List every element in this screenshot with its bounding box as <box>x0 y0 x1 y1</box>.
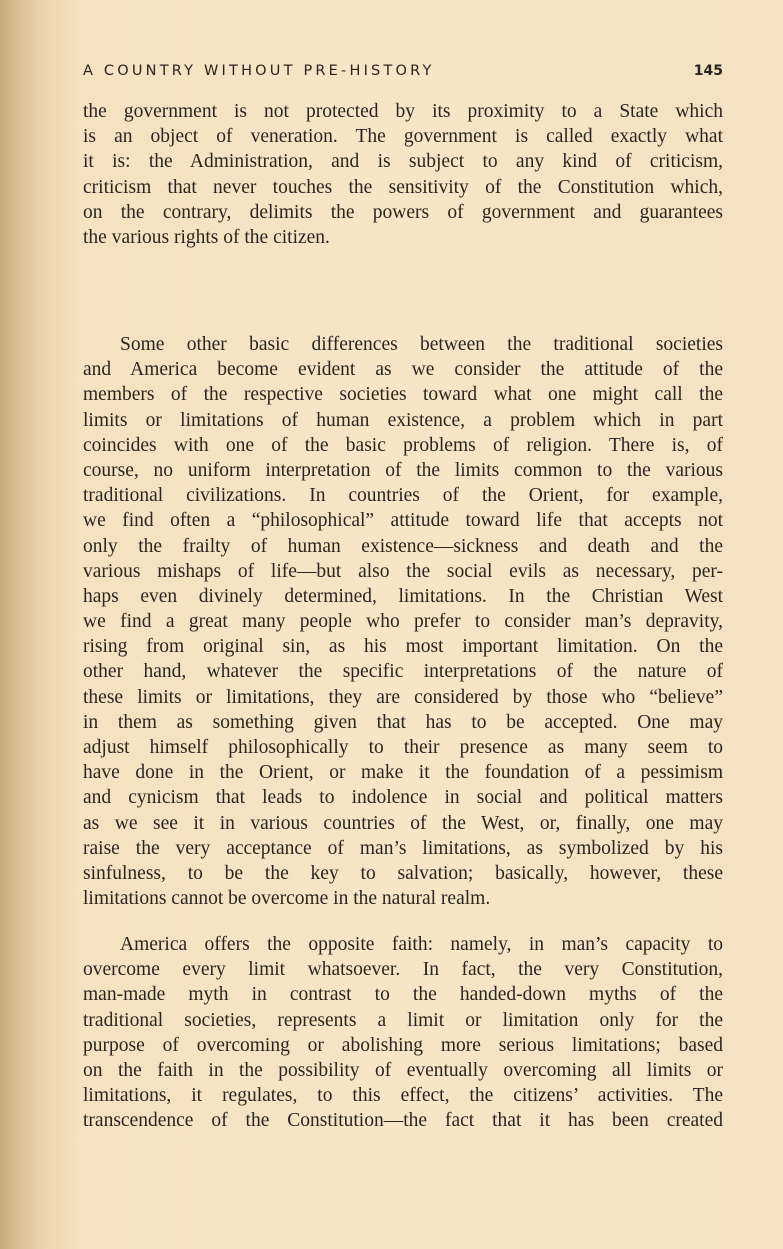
text-line: traditional societies, represents a limit or limitation only for the <box>83 1009 723 1031</box>
text-line: and cynicism that leads to indolence in social and political matters <box>83 787 723 809</box>
paragraph-1 <box>83 99 723 250</box>
text-line: we find often a “philosophical” attitude toward life that accepts not <box>83 510 723 532</box>
text-line: course, no uniform interpretation of the limits common to the various <box>83 459 723 481</box>
paragraph-2 <box>83 332 723 911</box>
text-line: limits or limitations of human existence, a problem which in part <box>83 409 723 431</box>
text-line: members of the respective societies toward what one might call the <box>83 384 723 406</box>
text-line: overcome every limit whatsoever. In fact, the very Constitution, <box>83 959 723 981</box>
text-line: is an object of veneration. The government is called exactly what <box>83 126 723 148</box>
text-line: Some other basic differences between the traditional societies <box>120 334 723 355</box>
running-title: A COUNTRY WITHOUT PRE-HISTORY <box>83 63 435 79</box>
text-line: America offers the opposite faith: namely, in man’s capacity to <box>120 934 723 955</box>
text-line: man-made myth in contrast to the handed-down myths of the <box>83 984 723 1006</box>
text-line: we find a great many people who prefer to consider man’s depravity, <box>83 611 723 633</box>
text-line: sinfulness, to be the key to salvation; basically, however, these <box>83 862 723 884</box>
text-line: have done in the Orient, or make it the foundation of a pessimism <box>83 762 723 784</box>
text-line: other hand, whatever the specific interpretations of the nature of <box>83 661 723 683</box>
text-line: the government is not protected by its proximity to a State which <box>83 101 723 122</box>
text-line: haps even divinely determined, limitations. In the Christian West <box>83 585 723 607</box>
text-line: various mishaps of life—but also the social evils as necessary, per- <box>83 560 723 582</box>
text-line: in them as something given that has to be accepted. One may <box>83 711 723 733</box>
text-line: limitations cannot be overcome in the natural realm. <box>83 888 491 910</box>
text-line: transcendence of the Constitution—the fact that it has been created <box>83 1110 723 1132</box>
paragraph-3 <box>83 932 723 1134</box>
text-line: adjust himself philosophically to their presence as many seem to <box>83 737 723 758</box>
text-line: traditional civilizations. In countries of the Orient, for example, <box>83 485 723 507</box>
running-header <box>83 63 723 87</box>
text-line: on the contrary, delimits the powers of government and guarantees <box>83 201 723 223</box>
text-line: these limits or limitations, they are considered by those who “believe” <box>83 686 723 708</box>
text-line: the various rights of the citizen. <box>83 226 330 248</box>
text-line: and America become evident as we consider the attitude of the <box>83 359 723 381</box>
text-line: limitations, it regulates, to this effect, the citizens’ activities. The <box>83 1085 723 1107</box>
text-line: only the frailty of human existence—sickness and death and the <box>83 535 723 557</box>
text-line: as we see it in various countries of the West, or, finally, one may <box>83 812 723 834</box>
text-line: coincides with one of the basic problems of religion. There is, of <box>83 434 723 456</box>
text-line: criticism that never touches the sensitivity of the Constitution which, <box>83 176 723 198</box>
text-line: on the faith in the possibility of eventually overcoming all limits or <box>83 1059 723 1081</box>
page-number: 145 <box>693 63 723 79</box>
text-line: it is: the Administration, and is subject to any kind of criticism, <box>83 151 723 173</box>
text-line: purpose of overcoming or abolishing more serious limitations; based <box>83 1034 723 1056</box>
text-line: raise the very acceptance of man’s limitations, as symbolized by his <box>83 837 723 859</box>
text-line: rising from original sin, as his most important limitation. On the <box>83 636 723 658</box>
